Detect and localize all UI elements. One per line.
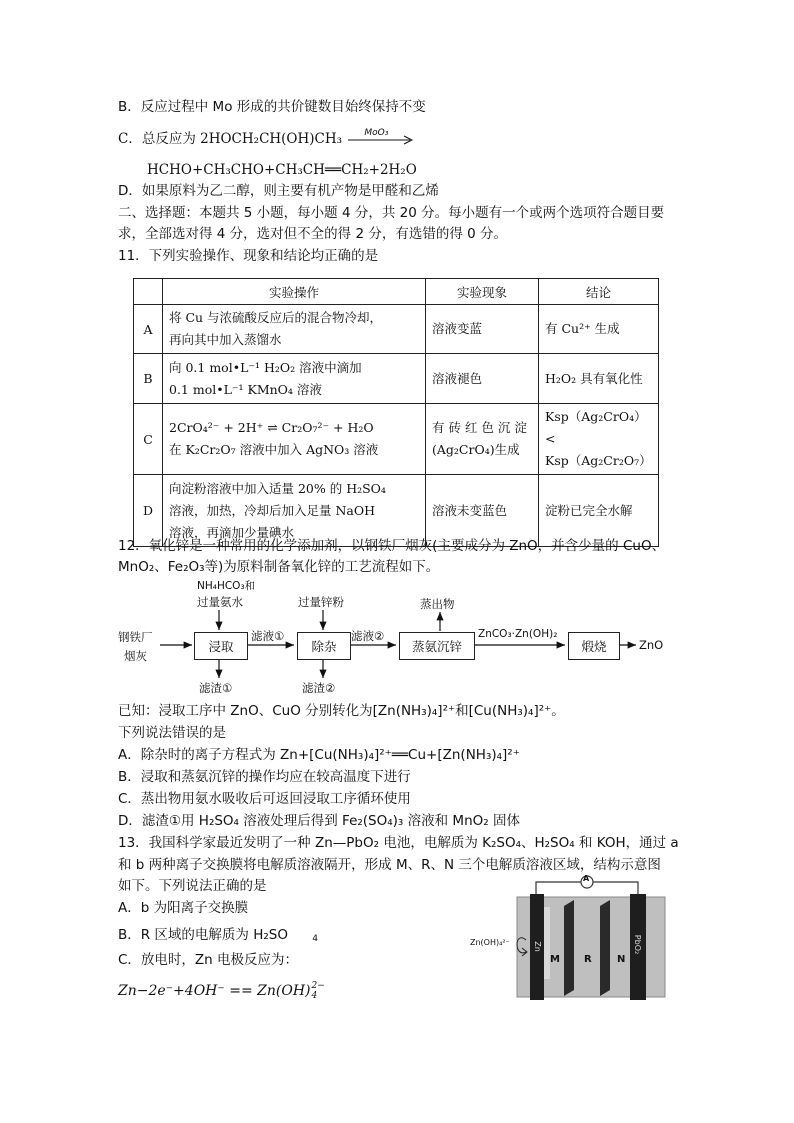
table-row bbox=[134, 475, 659, 547]
q13-stem-2: 和 b 两种离子交换膜将电解质溶液隔开，形成 M、R、N 三个电解质溶液区域，结构示意图 bbox=[118, 857, 661, 873]
membrane-b bbox=[600, 900, 610, 996]
q13-option-b bbox=[118, 926, 318, 948]
row-operation bbox=[163, 475, 426, 547]
row-operation bbox=[163, 354, 426, 404]
region-r: R bbox=[584, 954, 592, 965]
operation-line: 溶液，加热，冷却后加入足量 NaOH bbox=[169, 502, 376, 518]
row-phenomenon: 溶液未变蓝色 bbox=[426, 475, 539, 547]
flow-residue-2: 滤渣② bbox=[302, 681, 336, 695]
q12-known: 已知：浸取工序中 ZnO、CuO 分别转化为[Zn(NH₃)₄]²⁺和[Cu(NH₃)₄]²⁺。 bbox=[118, 703, 565, 719]
flow-box-leaching: 浸取 bbox=[194, 632, 248, 660]
q12-option-d: D．滤渣①用 H₂SO₄ 溶液处理后得到 Fe₂(SO₄)₃ 溶液和 MnO₂ 固体 bbox=[118, 813, 520, 829]
q13-option-b-text: B．R 区域的电解质为 H₂SO bbox=[118, 927, 288, 943]
flow-filtrate-1: 滤液① bbox=[251, 629, 285, 643]
equation-script bbox=[312, 981, 325, 1001]
flow-box-purify: 除杂 bbox=[297, 632, 351, 660]
process-flow-diagram bbox=[118, 580, 678, 700]
membrane-a bbox=[564, 900, 574, 996]
q10-option-b: B．反应过程中 Mo 形成的共价键数目始终保持不变 bbox=[118, 99, 426, 115]
q13-option-c-equation bbox=[118, 981, 325, 1001]
flow-product: ZnO bbox=[639, 638, 664, 652]
region-n: N bbox=[617, 954, 626, 965]
equation-sub: 4 bbox=[311, 991, 318, 1001]
operation-line: 2CrO₄²⁻ + 2H⁺ ⇌ Cr₂O₇²⁻ + H₂O bbox=[169, 420, 374, 435]
equation-sup: 2− bbox=[311, 981, 325, 991]
row-phenomenon bbox=[426, 404, 539, 475]
operation-line: 在 K₂Cr₂O₇ 溶液中加入 AgNO₃ 溶液 bbox=[169, 442, 379, 457]
row-operation bbox=[163, 305, 426, 354]
table-row bbox=[134, 354, 659, 404]
q13-stem-1: 13．我国科学家最近发明了一种 Zn—PbO₂ 电池，电解质为 K₂SO₄、H₂SO₄ 和 KOH，通过 a bbox=[118, 835, 679, 851]
table-header-conclusion: 结论 bbox=[539, 279, 659, 305]
equation-main: Zn−2e⁻+4OH⁻ == Zn(OH) bbox=[118, 983, 311, 999]
q12-stem-1: 12．氧化锌是一种常用的化学添加剂，以钢铁厂烟灰(主要成分为 ZnO，并含少量的 CuO、 bbox=[118, 538, 666, 554]
q10-option-c bbox=[118, 130, 416, 148]
operation-line: 溶液，再滴加少量碘水 bbox=[169, 524, 295, 540]
operation-line: 向 0.1 mol•L⁻¹ H₂O₂ 溶液中滴加 bbox=[169, 359, 362, 375]
q12-ask: 下列说法错误的是 bbox=[118, 725, 226, 741]
flow-distillate: 蒸出物 bbox=[420, 597, 455, 611]
flow-box-deammoniation: 蒸氨沉锌 bbox=[399, 632, 475, 660]
flow-reagent-2: 过量锌粉 bbox=[298, 595, 344, 609]
phenomenon-line: (Ag₂CrO₄)生成 bbox=[432, 442, 520, 457]
flow-reagent-1a: NH₄HCO₃和 bbox=[197, 580, 256, 592]
row-label: D bbox=[134, 475, 163, 547]
row-conclusion: 有 Cu²⁺ 生成 bbox=[539, 305, 659, 354]
q13-option-a: A．b 为阳离子交换膜 bbox=[118, 900, 249, 916]
region-m: M bbox=[550, 954, 560, 965]
flow-filtrate-2: 滤液② bbox=[351, 629, 385, 643]
conclusion-line: Ksp（Ag₂CrO₄）< bbox=[545, 409, 647, 446]
operation-line: 向淀粉溶液中加入适量 20% 的 H₂SO₄ bbox=[169, 480, 386, 496]
q12-option-b: B．浸取和蒸氨沉锌的操作均应在较高温度下进行 bbox=[118, 769, 411, 785]
table-header-row bbox=[134, 279, 659, 305]
flow-start-2: 烟灰 bbox=[124, 649, 147, 663]
arrow-icon bbox=[346, 130, 416, 148]
row-conclusion: 淀粉已完全水解 bbox=[539, 475, 659, 547]
row-operation bbox=[163, 404, 426, 475]
q12-option-a: A．除杂时的离子方程式为 Zn+[Cu(NH₃)₄]²⁺══Cu+[Zn(NH₃)₄]²⁺ bbox=[118, 747, 520, 763]
section2-heading-1: 二、选择题：本题共 5 小题，每小题 4 分，共 20 分。每小题有一个或两个选项符合题目要 bbox=[118, 205, 665, 221]
experiment-table bbox=[133, 278, 659, 547]
table-header-blank bbox=[134, 279, 163, 305]
operation-line: 0.1 mol•L⁻¹ KMnO₄ 溶液 bbox=[169, 381, 322, 397]
q12-stem-2: MnO₂、Fe₂O₃等)为原料制备氧化锌的工艺流程如下。 bbox=[118, 559, 440, 575]
q13-stem-3: 如下。下列说法正确的是 bbox=[118, 878, 267, 894]
flow-reagent-1b: 过量氨水 bbox=[197, 595, 243, 609]
q10-option-c-prefix: C．总反应为 2HOCH₂CH(OH)CH₃ bbox=[118, 131, 343, 147]
flow-box-calcine: 煅烧 bbox=[568, 632, 620, 660]
pbo2-electrode-label: PbO₂ bbox=[633, 934, 643, 955]
q10-option-d: D．如果原料为乙二醇，则主要有机产物是甲醛和乙烯 bbox=[118, 183, 439, 199]
row-label: A bbox=[134, 305, 163, 354]
q10-option-c-products: HCHO+CH₃CHO+CH₃CH══CH₂+2H₂O bbox=[147, 162, 417, 178]
row-phenomenon: 溶液褪色 bbox=[426, 354, 539, 404]
row-conclusion: H₂O₂ 具有氧化性 bbox=[539, 354, 659, 404]
operation-line: 将 Cu 与浓硫酸反应后的混合物冷却， bbox=[169, 310, 383, 325]
section2-heading-2: 求，全部选对得 4 分，选对但不全的得 2 分，有选错的得 0 分。 bbox=[118, 226, 508, 242]
row-phenomenon: 溶液变蓝 bbox=[426, 305, 539, 354]
q11-stem: 11．下列实验操作、现象和结论均正确的是 bbox=[118, 248, 379, 264]
flow-residue-1: 滤渣① bbox=[199, 681, 233, 695]
zn-electrode-label: Zn bbox=[532, 941, 542, 952]
table-header-phenomenon: 实验现象 bbox=[426, 279, 539, 305]
battery-diagram bbox=[470, 872, 670, 1002]
table-row bbox=[134, 305, 659, 354]
reaction-arrow bbox=[346, 130, 416, 148]
q13-option-c: C．放电时，Zn 电极反应为： bbox=[118, 952, 299, 968]
conclusion-line: Ksp（Ag₂Cr₂O₇） bbox=[545, 453, 652, 468]
ammeter-label: A bbox=[583, 874, 590, 883]
flow-intermediate: ZnCO₃·Zn(OH)₂ bbox=[478, 628, 558, 640]
table-header-operation: 实验操作 bbox=[163, 279, 426, 305]
row-label: C bbox=[134, 404, 163, 475]
q12-option-c: C．蒸出物用氨水吸收后可返回浸取工序循环使用 bbox=[118, 791, 411, 807]
row-conclusion bbox=[539, 404, 659, 475]
q13-option-b-sub: 4 bbox=[312, 934, 319, 944]
phenomenon-line: 有 砖 红 色 沉 淀 bbox=[432, 420, 527, 435]
flow-start-1: 钢铁厂 bbox=[118, 630, 153, 644]
catalyst-label: MoO₃ bbox=[364, 128, 389, 138]
operation-line: 再向其中加入蒸馏水 bbox=[169, 332, 282, 347]
table-row bbox=[134, 404, 659, 475]
zincate-ion-label: Zn(OH)₄²⁻ bbox=[470, 938, 510, 947]
row-label: B bbox=[134, 354, 163, 404]
